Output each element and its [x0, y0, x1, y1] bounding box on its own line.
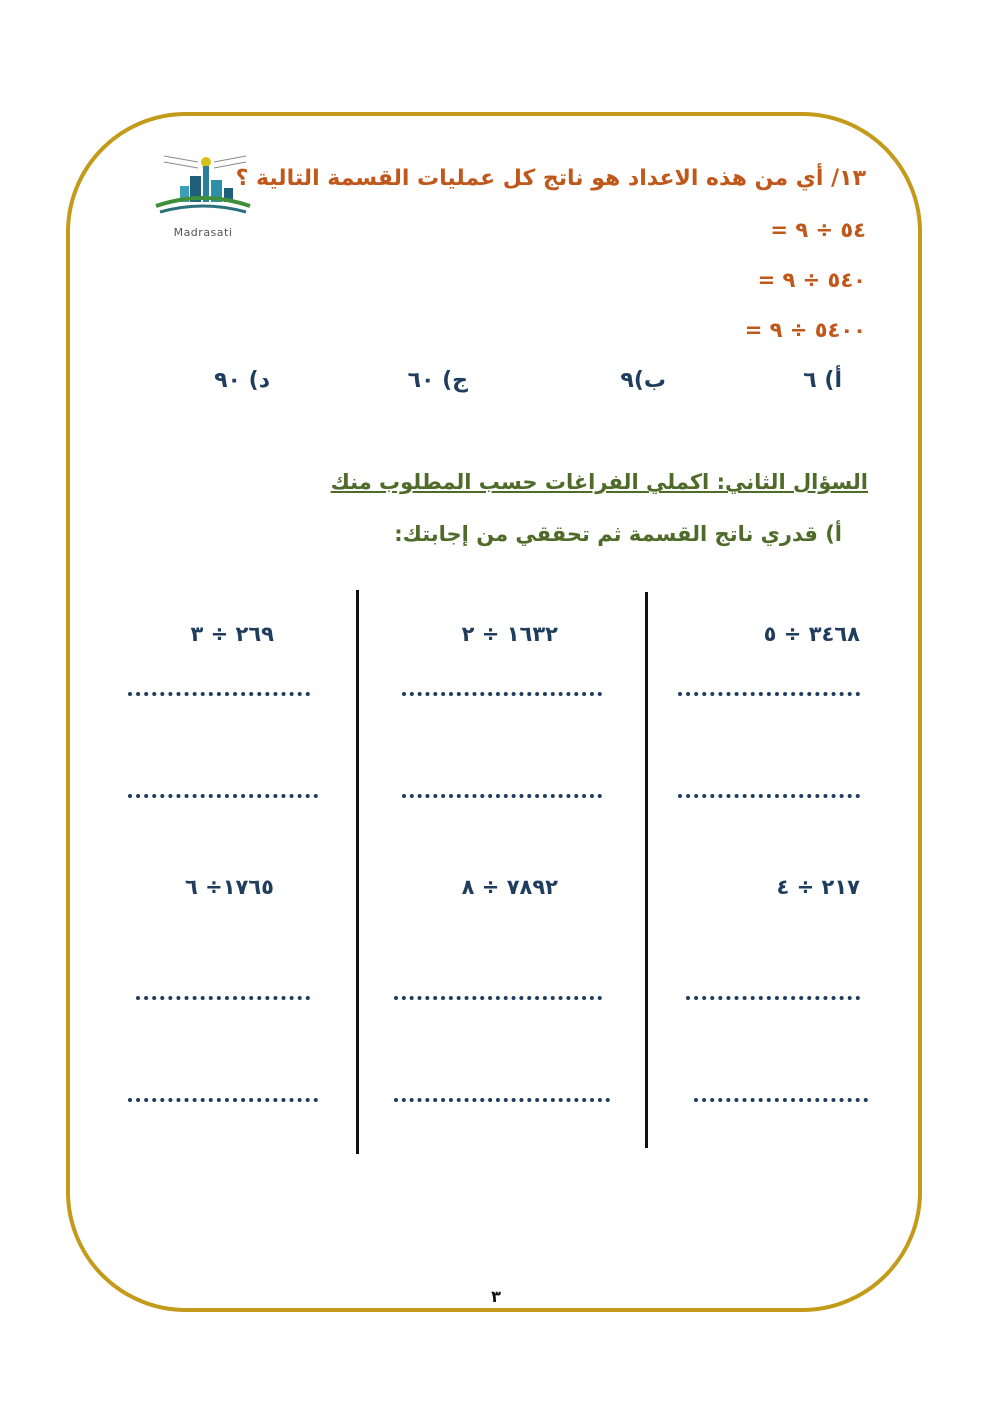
answer-line-1a[interactable] — [678, 692, 860, 696]
problem-6: ١٧٦٥÷ ٦ — [184, 875, 274, 899]
choice-c[interactable]: ج) ٦٠ — [407, 368, 468, 393]
answer-line-4a[interactable] — [686, 996, 860, 1000]
problem-2: ١٦٣٢ ÷ ٢ — [461, 622, 558, 646]
choice-a[interactable]: أ) ٦ — [803, 368, 842, 393]
equation-3: ٥٤٠٠ ÷ ٩ = — [744, 318, 866, 342]
problem-4: ٢١٧ ÷ ٤ — [776, 875, 860, 899]
logo-wordmark: Madrasati — [173, 226, 233, 239]
equation-1: ٥٤ ÷ ٩ = — [770, 218, 866, 242]
answer-line-2a[interactable] — [402, 692, 602, 696]
madrasati-logo — [150, 150, 256, 242]
problem-3: ٢٦٩ ÷ ٣ — [190, 622, 274, 646]
section-2-instruction: أ) قدري ناتج القسمة ثم تحققي من إجابتك: — [394, 522, 842, 546]
answer-line-5a[interactable] — [394, 996, 602, 1000]
choice-b[interactable]: ب)٩ — [620, 368, 666, 393]
choice-d[interactable]: د) ٩٠ — [214, 368, 270, 393]
problem-5: ٧٨٩٢ ÷ ٨ — [461, 875, 558, 899]
page-border-frame — [66, 112, 922, 1312]
answer-line-6b[interactable] — [128, 1098, 318, 1102]
answer-line-3b[interactable] — [128, 794, 318, 798]
answer-line-2b[interactable] — [402, 794, 602, 798]
column-divider-left — [356, 590, 359, 1154]
question-13-title: ١٣/ أي من هذه الاعداد هو ناتج كل عمليات القسمة التالية ؟ — [235, 166, 866, 191]
page-number: ٣ — [491, 1287, 501, 1306]
answer-line-5b[interactable] — [394, 1098, 610, 1102]
answer-line-4b[interactable] — [694, 1098, 868, 1102]
answer-line-1b[interactable] — [678, 794, 860, 798]
equation-2: ٥٤٠ ÷ ٩ = — [757, 268, 866, 292]
section-2-title: السؤال الثاني: اكملي الفراغات حسب المطلوب منك — [330, 470, 868, 494]
answer-line-6a[interactable] — [136, 996, 310, 1000]
column-divider-right — [645, 592, 648, 1148]
answer-line-3a[interactable] — [128, 692, 310, 696]
problem-1: ٣٤٦٨ ÷ ٥ — [763, 622, 860, 646]
